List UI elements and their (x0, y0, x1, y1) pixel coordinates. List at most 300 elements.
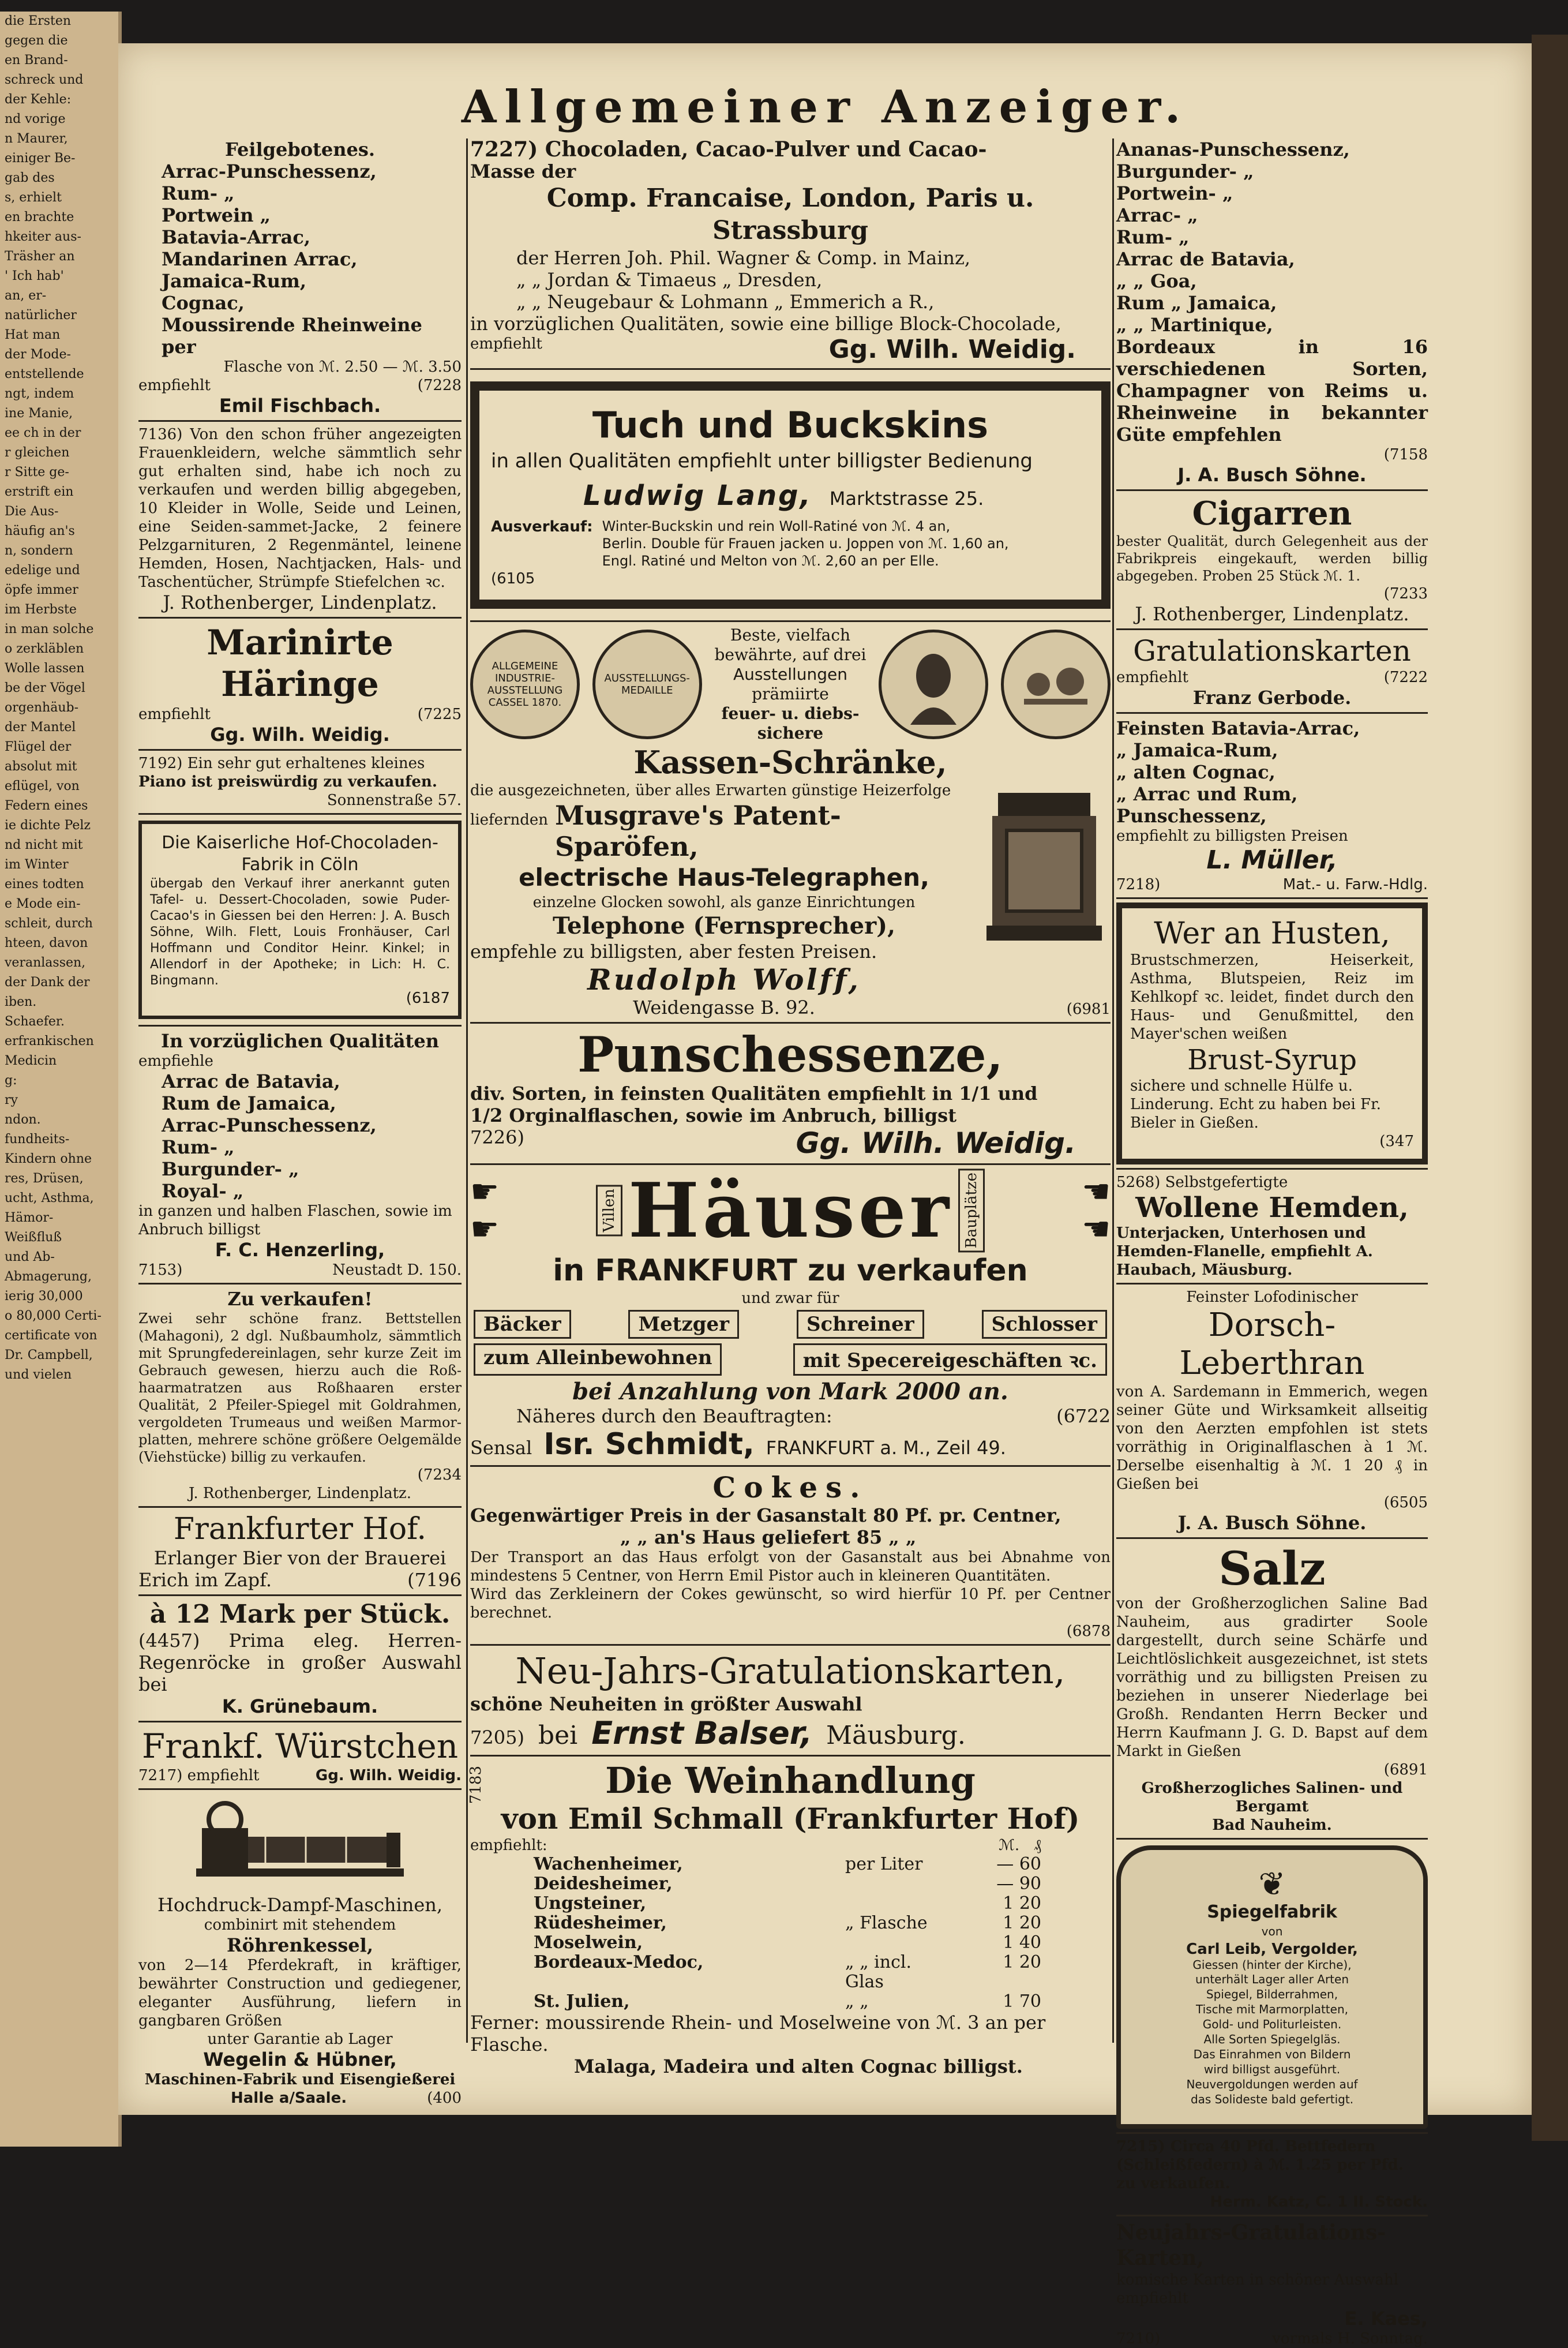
advertiser-name: J. Rothenberger, Lindenplatz. (163, 591, 437, 613)
ad-text: die ausgezeichneten, über alles Erwarten günstige Heizerfolge (470, 782, 951, 799)
ad-number: (6187 (406, 990, 450, 1007)
advertiser-name: Ludwig Lang, (583, 480, 812, 512)
ad-text: und zwar für (741, 1290, 839, 1308)
left-page-line: schleit, durch (5, 916, 93, 931)
ad-text: div. Sorten, in feinsten Qualitäten empfiehlt in 1/1 und (470, 1083, 1038, 1104)
ad-bettfedern (1116, 2137, 1428, 2211)
list-item: Punschessenz, (1116, 805, 1267, 827)
ad-chocoladen-weidig (470, 138, 1111, 365)
left-page-line: Träsher an (5, 249, 75, 264)
list-item: Ananas-Punschessenz, (1116, 138, 1350, 160)
award-text: feuer- u. diebs- (721, 704, 860, 723)
ad-text: schöne Neuheiten in größter Auswahl (470, 1693, 862, 1716)
ad-recommend: empfiehlt (138, 377, 211, 394)
ad-title: Dorsch-Leberthran (1179, 1306, 1365, 1382)
ad-text: vormals H. Sonntag. (1272, 2330, 1428, 2347)
ad-title: Die Weinhandlung (605, 1759, 976, 1802)
left-page-line: ' Ich hab' (5, 269, 64, 283)
ad-line: Gold- und Politurleisten. (1202, 2017, 1342, 2031)
list-item: „ alten Cognac, (1116, 761, 1276, 783)
ad-gratulationskarten (1116, 634, 1428, 709)
column-rule-1 (466, 138, 468, 2043)
ad-title: Cigarren (1192, 495, 1352, 533)
ad-price: Flasche von ℳ. 2.50 — ℳ. 3.50 (223, 358, 462, 376)
ad-text: sichere und schnelle Hülfe u. Linderung. Echt zu haben bei Fr. Bieler in Gießen. (1130, 1077, 1381, 1132)
list-item: Portwein- „ (1116, 182, 1233, 204)
ad-regenroecke (138, 1600, 462, 1717)
ad-weinhandlung (467, 1759, 1111, 2078)
ornament-icon: ❦ (1258, 1866, 1286, 1903)
ad-price: bei Anzahlung von Mark 2000 an. (572, 1378, 1008, 1406)
ad-address: FRANKFURT a. M., Zeil 49. (766, 1437, 1006, 1459)
award-text: prämiirte (752, 684, 829, 703)
ad-piano (138, 754, 462, 810)
ad-title: Frankfurter Hof. (173, 1512, 427, 1546)
wine-price: 1 40 (1003, 1933, 1041, 1953)
trade-box: Bäcker (474, 1310, 571, 1339)
safe-icon (981, 781, 1108, 949)
left-page-line: natürlicher (5, 308, 77, 323)
sale-line: Engl. Ratiné und Melton von ℳ. 2,60 an per Elle. (602, 553, 939, 569)
advertiser-name: E. Kaes, (1344, 2308, 1428, 2330)
left-page-line: r gleichen (5, 445, 70, 460)
ad-recommend: empfiehlt: (470, 1837, 547, 1855)
left-page-line: Hat man (5, 328, 61, 342)
ad-text-lines (1144, 1972, 1400, 2107)
advertiser-name: Gg. Wilh. Weidig. (210, 724, 390, 746)
advertiser-name: Carl Leib, Vergolder, (1186, 1941, 1358, 1958)
left-page-line: ee ch in der (5, 426, 81, 440)
item-list (138, 160, 462, 358)
wine-name: Deidesheimer, (534, 1874, 673, 1894)
award-text: sichere (757, 724, 824, 743)
ad-title: Spiegelfabrik (1207, 1902, 1337, 1922)
wine-row (534, 1855, 1041, 1874)
ad-text: Der Transport an das Haus erfolgt von der Gasanstalt aus bei Abnahme von mindestens 5 Centner, von Herrn Emil Pistor auch in kleineren Quantitäten. (470, 1549, 1111, 1585)
ad-number: 7217) empfiehlt (138, 1767, 260, 1784)
item-list (1116, 138, 1428, 336)
ad-text: 7192) Ein sehr gut erhaltenes kleines (138, 755, 425, 772)
ad-title: Die Kaiserliche Hof-Chocoladen-Fabrik in Cöln (162, 833, 438, 875)
ad-number: 7210) (1116, 2330, 1161, 2347)
ad-title: Punschessenze, (577, 1026, 1003, 1083)
ad-number: 5268) (1116, 1174, 1161, 1191)
ad-text: empfehle zu billigsten, aber festen Preisen. (470, 941, 877, 963)
left-page-line: eines todten (5, 877, 84, 892)
left-page-line: g: (5, 1073, 17, 1088)
ad-firm: Comp. Francaise, London, Paris u. Strassburg (546, 184, 1034, 245)
left-page-line: nd nicht mit (5, 838, 83, 852)
wine-unit: „ Flasche (845, 1913, 928, 1934)
wine-row (534, 1992, 1041, 2012)
left-page-line: Kindern ohne (5, 1152, 92, 1166)
ad-salz (1116, 1542, 1428, 1834)
list-item: Rum- „ (162, 182, 235, 204)
advertiser-name: Franz Gerbode. (1192, 687, 1352, 709)
list-item: Feinsten Batavia-Arrac, (1116, 717, 1360, 739)
steam-engine-icon (138, 1793, 462, 1894)
list-item: „ Jamaica-Rum, (1116, 739, 1278, 761)
ad-line: Alle Sorten Spiegelgläs. (1203, 2032, 1341, 2046)
ad-text: empfiehlt zu billigsten Preisen (1116, 827, 1348, 845)
wine-name: Wachenheimer, (534, 1854, 683, 1875)
trade-box: Metzger (628, 1310, 739, 1339)
ad-number: 7218) (1116, 876, 1161, 893)
wine-name: Bordeaux-Medoc, (534, 1952, 704, 1973)
ad-chocoladen-koeln (138, 821, 462, 1019)
ad-title: In vorzüglichen Qualitäten (161, 1030, 439, 1052)
product-name: Telephone (Fernsprecher), (552, 912, 896, 939)
advertiser-name: Herm. Katz, C. 1 II. Stock. (1210, 2193, 1428, 2211)
award-text: Ausstellungen (733, 665, 848, 684)
ad-number: (347 (1379, 1133, 1414, 1150)
left-page-line: einiger Be- (5, 151, 76, 166)
left-page-line: en brachte (5, 210, 74, 224)
wine-price: 1 70 (1003, 1991, 1041, 2012)
left-page-line: Federn eines (5, 799, 88, 813)
use-box: mit Specereigeschäften ꝛc. (793, 1343, 1107, 1376)
ad-title: Wollene Hemden, (1135, 1192, 1409, 1224)
ad-text: 7227) Chocoladen, Cacao-Pulver und Cacao- (470, 137, 987, 162)
advertiser-name: Gg. Wilh. Weidig. (828, 335, 1076, 364)
award-text: Beste, vielfach (730, 626, 851, 645)
wine-price: 1 20 (1003, 1893, 1041, 1914)
left-page-line: Dr. Campbell, (5, 1348, 93, 1362)
left-page-line: orgenhäub- (5, 701, 79, 715)
ad-cigarren (1116, 495, 1428, 625)
list-item: Arrac-Punschessenz, (162, 1114, 377, 1136)
ad-kassenschraenke (470, 626, 1111, 1018)
ad-spiegelfabrik (1116, 1845, 1428, 2129)
ad-busch-spirits (1116, 138, 1428, 486)
ad-text: von 2—14 Pferdekraft, in kräftiger, bewährter Construction und gediegener, eleganter Ausführung, liefern in gangbaren Größen (138, 1957, 462, 2029)
ad-number: 7205) (470, 1727, 524, 1749)
product-name: electrische Haus-Telegraphen, (519, 863, 929, 892)
ad-title: à 12 Mark per Stück. (149, 1600, 451, 1629)
left-page-line: in man solche (5, 622, 94, 636)
wine-row (534, 1933, 1041, 1953)
wine-unit: „ „ (845, 1991, 869, 2012)
advertiser-name: Gg. Wilh. Weidig. (315, 1767, 462, 1784)
left-page-line: der Dank der (5, 975, 90, 990)
pointing-hand-right-icon: ☛ ☛ (470, 1173, 500, 1248)
ad-number: (400 (427, 2089, 462, 2107)
left-page-line: erfrankischen (5, 1034, 94, 1048)
ad-subtitle: von Emil Schmall (Frankfurter Hof) (501, 1802, 1080, 1836)
firm-row: „ „ Neugebaur & Lohmann „ Emmerich a R., (516, 291, 935, 313)
left-page-line: veranlassen, (5, 956, 86, 970)
ad-number: (6891 (1383, 1761, 1428, 1778)
ad-recommend: empfiehlt (1116, 669, 1188, 686)
ad-number: (7222 (1383, 669, 1428, 686)
ad-line: Spiegel, Bilderrahmen, (1206, 1987, 1338, 2001)
currency-header: ℳ. (999, 1837, 1020, 1855)
advertiser-name: Emil Fischbach. (219, 395, 381, 417)
medal-icon: AUSSTELLUNGS-MEDAILLE (592, 630, 702, 739)
ad-text: von der Großherzoglichen Saline Bad Nauheim, aus gradirter Soole dargestellt, durch seine Schärfe und Leichtlöslichkeit ausgezeichnet, ist stets vorräthig und zu billigsten Preisen zu beziehen in unserer Niederlage bei Großh. Rendanten Herrn Becker und Herrn Kaufmann J. G. D. Bapst auf dem Markt in Gießen (1116, 1595, 1428, 1760)
ad-number: (6105 (491, 570, 535, 587)
ad-signature: Großherzogliches Salinen- und Bergamt (1141, 1780, 1403, 1815)
ad-text: von A. Sardemann in Emmerich, wegen seiner Güte und Wirksamkeit allseitig von den Aerzten empfohlen ist stets vorräthig in Originalflaschen à 1 ℳ. Derselbe eisenhaltig à ℳ. 1 20 ₰ in Gießen bei (1116, 1383, 1428, 1493)
ad-zu-verkaufen (138, 1288, 462, 1503)
ad-text: in ganzen und halben Flaschen, sowie im Anbruch billigst (138, 1203, 452, 1238)
ad-text: Wird das Zerkleinern der Cokes gewünscht, so wird hierfür 10 Pf. per Centner berechnet. (470, 1586, 1111, 1622)
ad-address: Marktstrasse 25. (829, 488, 984, 510)
ad-title: Salz (1218, 1541, 1326, 1596)
ad-text: von (1261, 1924, 1283, 1938)
ad-text: übergab den Verkauf ihrer anerkannt guten Tafel- u. Dessert-Chocoladen, sowie Puder-Cacao's in Giessen bei den Herren: J. A. Busch Söhne, Wilh. Flett, Louis Fronhäuser, Carl Hoffmann und Conditor Heinr. Kinkel; in Allendorf in der Apotheke; in Lich: H. C. Bingmann. (150, 877, 450, 988)
wine-price: — 60 (996, 1854, 1041, 1875)
ad-line: Das Einrahmen von Bildern (1193, 2047, 1351, 2061)
left-page-line: fundheits- (5, 1132, 70, 1147)
left-page-line: iben. (5, 995, 37, 1009)
left-page-line: entstellende (5, 367, 84, 381)
wine-name: Ungsteiner, (534, 1893, 647, 1914)
ad-frauenkleidern (138, 425, 462, 613)
left-page-line: die Ersten (5, 14, 72, 28)
left-page-line: und vielen (5, 1368, 72, 1382)
list-item: Rum- „ (1116, 226, 1190, 248)
ad-text: Brustschmerzen, Heiserkeit, Asthma, Blutspeien, Reiz im Kehlkopf ꝛc. leidet, findet durch den Haus- und Genußmittel, den Mayer'schen weißen (1130, 952, 1414, 1043)
wine-price-list (470, 1855, 1111, 2012)
wine-name: St. Julien, (534, 1991, 630, 2012)
portrait-medal-icon (879, 630, 988, 739)
product-name: Musgrave's Patent-Sparöfen, (554, 800, 841, 862)
ad-number: 7183 (467, 1766, 485, 1804)
ad-wuerstchen (138, 1726, 462, 1785)
ad-text: in vorzüglichen Qualitäten, sowie eine billige Block-Chocolade, (470, 313, 1061, 335)
book-edge (1532, 35, 1568, 2141)
ad-signature: Bad Nauheim. (1212, 1817, 1332, 1834)
ad-number: (7158 (1383, 446, 1428, 463)
ad-line: Tische mit Marmorplatten, (1195, 2002, 1348, 2016)
list-item: Batavia-Arrac, (162, 226, 310, 248)
ad-title: Häuser (628, 1166, 952, 1254)
ad-number: (7196 (407, 1569, 462, 1591)
ad-line: wird billigst ausgeführt. (1203, 2062, 1341, 2076)
ad-text: Unterjacken, Unterhosen und Hemden-Flanelle, empfiehlt A. Haubach, Mäusburg. (1116, 1224, 1373, 1279)
list-item: Arrac- „ (1116, 204, 1198, 226)
left-page-line: an, er- (5, 289, 47, 303)
ad-punschessenze (470, 1027, 1111, 1160)
ad-text: Malaga, Madeira und alten Cognac billigst. (574, 2055, 1023, 2078)
ad-tuch-buckskins (470, 381, 1111, 609)
left-page-line: hteen, davon (5, 936, 88, 950)
advertiser-name: Wegelin & Hübner, (203, 2049, 397, 2070)
left-page-line: ie dichte Pelz (5, 818, 91, 833)
ad-feilgebotenes (138, 138, 462, 417)
ad-title: Gratulationskarten (1133, 634, 1411, 668)
ad-leberthran (1116, 1288, 1428, 1534)
wine-price: 1 20 (1003, 1913, 1041, 1934)
page-title: Allgemeiner Anzeiger. (461, 81, 1189, 133)
ad-number: (7225 (417, 706, 462, 723)
ad-number: (7233 (1383, 585, 1428, 602)
wine-price: — 90 (996, 1874, 1041, 1894)
ad-title: Tuch und Buckskins (592, 404, 989, 446)
column-rule-2 (1112, 138, 1114, 2043)
ad-text: Ferner: moussirende Rhein- und Moselweine von ℳ. 3 an per Flasche. (470, 2012, 1046, 2056)
left-page-line: Die Aus- (5, 504, 59, 519)
firm-row: „ „ Jordan & Timaeus „ Dresden, (516, 269, 823, 291)
ad-text: Röhrenkessel, (227, 1934, 373, 1956)
advertiser-name: K. Grünebaum. (222, 1695, 378, 1717)
left-page-line: häufig an's (5, 524, 75, 538)
column-middle (467, 137, 1111, 2078)
left-page-line: der Mode- (5, 347, 71, 362)
ad-text: Hochdruck-Dampf-Maschinen, (157, 1894, 443, 1916)
left-page-line: o zerkläblen (5, 642, 84, 656)
sale-line: Berlin. Double für Frauen jacken u. Joppen von ℳ. 1,60 an, (602, 535, 1009, 552)
left-page-line: ucht, Asthma, (5, 1191, 94, 1205)
advertiser-name: Gg. Wilh. Weidig. (796, 1126, 1076, 1160)
ad-line: Neuvergoldungen werden auf (1186, 2077, 1358, 2091)
ad-text: Sensal (470, 1437, 532, 1459)
side-label: Villen (596, 1185, 622, 1236)
ad-haringe (138, 622, 462, 746)
ad-address: Sonnenstraße 57. (327, 792, 462, 809)
pointing-hand-left-icon: ☛ ☛ (1081, 1173, 1111, 1248)
left-page-line: absolut mit (5, 759, 77, 774)
left-page-line: eflügel, von (5, 779, 80, 793)
left-page-line: ry (5, 1093, 18, 1107)
trade-box: Schreiner (797, 1310, 924, 1339)
list-item: Moussirende Rheinweine per (162, 314, 422, 358)
left-page-line: e Mode ein- (5, 897, 81, 911)
left-page-line: o 80,000 Certi- (5, 1309, 102, 1323)
ad-text: 7215) Circa 40 Pfd. Bettfedern (Schleißfedern) à ℳ. 1.25 per Pfd. zu verkaufen. (1116, 2138, 1404, 2192)
medal-icon (1001, 630, 1111, 739)
ad-text: liefernden (470, 811, 548, 829)
ad-title: Neujahrs-Gratulations-Karten, (1116, 2220, 1386, 2270)
list-item: „ „ Martinique, (1116, 314, 1273, 336)
left-page-line: n, sondern (5, 544, 73, 558)
left-page-line: Hämor- (5, 1211, 54, 1225)
ad-address: Neustadt D. 150. (332, 1261, 462, 1279)
item-list (1116, 717, 1428, 827)
wine-unit (845, 1894, 943, 1913)
list-item: Cognac, (162, 292, 245, 314)
ad-line: das Solideste bald gefertigt. (1190, 2092, 1354, 2106)
ad-text: (4457) Prima eleg. Herren-Regenröcke in großer Auswahl bei (138, 1630, 462, 1695)
wine-unit: „ „ incl. Glas (845, 1952, 912, 1993)
list-item: Portwein „ (162, 204, 271, 226)
left-page-line: hkeiter aus- (5, 230, 81, 244)
medal-icon: ALLGEMEINE INDUSTRIE-AUSSTELLUNG CASSEL 1870. (470, 630, 580, 739)
column-left (138, 138, 462, 2107)
left-page-line: der Kehle: (5, 92, 72, 107)
left-page-line: Wolle lassen (5, 661, 85, 676)
ad-wollene-hemden (1116, 1173, 1428, 1279)
ad-text: 7136) Von den schon früher angezeigten Frauenkleidern, welche sämmtlich sehr gut erhalten sind, habe ich noch zu verkaufen und werden billig abgegeben, 10 Kleider in Wolle, Seide und Leinen, eine Seiden-sammet-Jacke, 2 feinere Pelzgarnituren, 2 Regenmäntel, leinene Hemden, Hosen, Nachtjacken, Hals- und Taschentücher, Strümpfe Stiefelchen ꝛc. (138, 426, 462, 591)
ad-text: Zwei sehr schöne franz. Bettstellen (Mahagoni), 2 dgl. Nußbaumholz, sämmtlich mit Sprungfedereinlagen, sehr kurze Zeit im Gebrauch gewesen, hierzu auch die Roß-haarmatratzen aus Roßhaaren erster Qualität, 2 Pfeiler-Spiegel mit Goldrahmen, vergoldeten Trumeaus und weißen Marmor-platten, mehrere schöne größere Oelgemälde (Viehstücke) billig zu verkaufen. (138, 1310, 462, 1465)
ad-text: komische Karten in schöner Auswahl empfiehlt (1116, 2271, 1399, 2307)
ad-title: Zu verkaufen! (227, 1288, 373, 1310)
ad-title: Kassen-Schränke, (633, 744, 947, 781)
ad-frankfurter-hof (138, 1511, 462, 1591)
left-page-line: Weißfluß (5, 1230, 62, 1245)
left-page-line: nd vorige (5, 112, 66, 126)
wine-name: Moselwein, (534, 1933, 643, 1953)
left-page-line: s, erhielt (5, 190, 62, 205)
ad-text: in allen Qualitäten empfiehlt unter billigster Bedienung (491, 450, 1033, 473)
left-page-line: Flügel der (5, 740, 72, 754)
left-page-line: Abmagerung, (5, 1270, 92, 1284)
currency-header: ₰ (1034, 1837, 1041, 1855)
ad-text: Bordeaux in 16 verschiedenen Sorten, Champagner von Reims u. Rheinweine in bekannter Güte empfehlen (1116, 336, 1428, 445)
ad-text: einzelne Glocken sowohl, als ganze Einrichtungen (532, 894, 916, 911)
wine-row (534, 1953, 1041, 1992)
ad-text: Erlanger Bier von der Brauerei (153, 1547, 447, 1569)
trade-box: Schlosser (982, 1310, 1107, 1339)
ad-text: unter Garantie ab Lager (207, 2031, 393, 2048)
list-item: Arrac de Batavia, (162, 1070, 340, 1092)
wine-unit: per Liter (845, 1854, 923, 1875)
ad-dampfmaschinen (138, 1793, 462, 2107)
ad-title: Feilgebotenes. (224, 138, 375, 160)
wine-unit (845, 1933, 943, 1953)
ad-recommend: empfiehle (138, 1053, 213, 1070)
wine-row (534, 1874, 1041, 1894)
firm-list (470, 247, 1111, 313)
ad-recommend: empfiehlt (138, 706, 211, 723)
advertiser-name: J. Rothenberger, Lindenplatz. (1135, 603, 1409, 625)
ad-title: Wer an Husten, (1154, 916, 1390, 951)
ad-title: Marinirte Häringe (207, 623, 393, 705)
ad-city: Giessen (hinter der Kirche), (1192, 1958, 1352, 1972)
award-text: bewährte, auf drei (714, 645, 866, 664)
ad-number: 7226) (470, 1126, 524, 1148)
use-box: zum Alleinbewohnen (474, 1343, 722, 1376)
ad-text: Piano ist preiswürdig zu verkaufen. (138, 773, 437, 791)
wine-price: 1 20 (1003, 1952, 1041, 1973)
ad-brust-syrup (1116, 902, 1428, 1164)
ad-number: (6505 (1383, 1494, 1428, 1511)
ad-number: (7234 (417, 1466, 462, 1484)
sale-label: Ausverkauf: (491, 518, 593, 535)
ad-line: unterhält Lager aller Arten (1195, 1972, 1349, 1986)
ad-text: bei (538, 1721, 578, 1751)
trade-list (470, 1308, 1111, 1341)
left-page-line: und Ab- (5, 1250, 55, 1264)
left-page-line: schreck und (5, 73, 84, 87)
ad-address: Mäusburg. (826, 1721, 966, 1751)
wine-row (534, 1894, 1041, 1913)
ad-text: 1/2 Orginalflaschen, sowie im Anbruch, billigst (470, 1104, 956, 1126)
advertiser-name: L. Müller, (1206, 845, 1338, 875)
item-list (138, 1070, 462, 1202)
list-item: „ „ Goa, (1116, 270, 1197, 292)
advertiser-name: J. A. Busch Söhne. (1177, 464, 1367, 486)
product-name: Brust-Syrup (1187, 1044, 1357, 1076)
ad-neujahr-balser (470, 1649, 1111, 1751)
left-page-line: ierig 30,000 (5, 1289, 83, 1304)
left-page-line: ine Manie, (5, 406, 73, 421)
wine-unit (845, 1874, 943, 1894)
ad-text: Feinster Lofodinischer (1186, 1289, 1358, 1306)
wine-name: Rüdesheimer, (534, 1913, 667, 1934)
ad-number: (6722 (1056, 1405, 1111, 1428)
list-item: Burgunder- „ (1116, 160, 1254, 182)
left-page-line: n Maurer, (5, 132, 68, 146)
left-page-fragment (0, 12, 122, 2147)
left-page-line: res, Drüsen, (5, 1171, 84, 1186)
ad-neujahrs-kaes (1116, 2220, 1428, 2348)
ad-recommend: empfiehlt (470, 335, 542, 353)
advertiser-name: Isr. Schmidt, (543, 1427, 755, 1462)
advertiser-name: J. Rothenberger, Lindenplatz. (188, 1485, 412, 1502)
list-item: Burgunder- „ (162, 1158, 299, 1180)
